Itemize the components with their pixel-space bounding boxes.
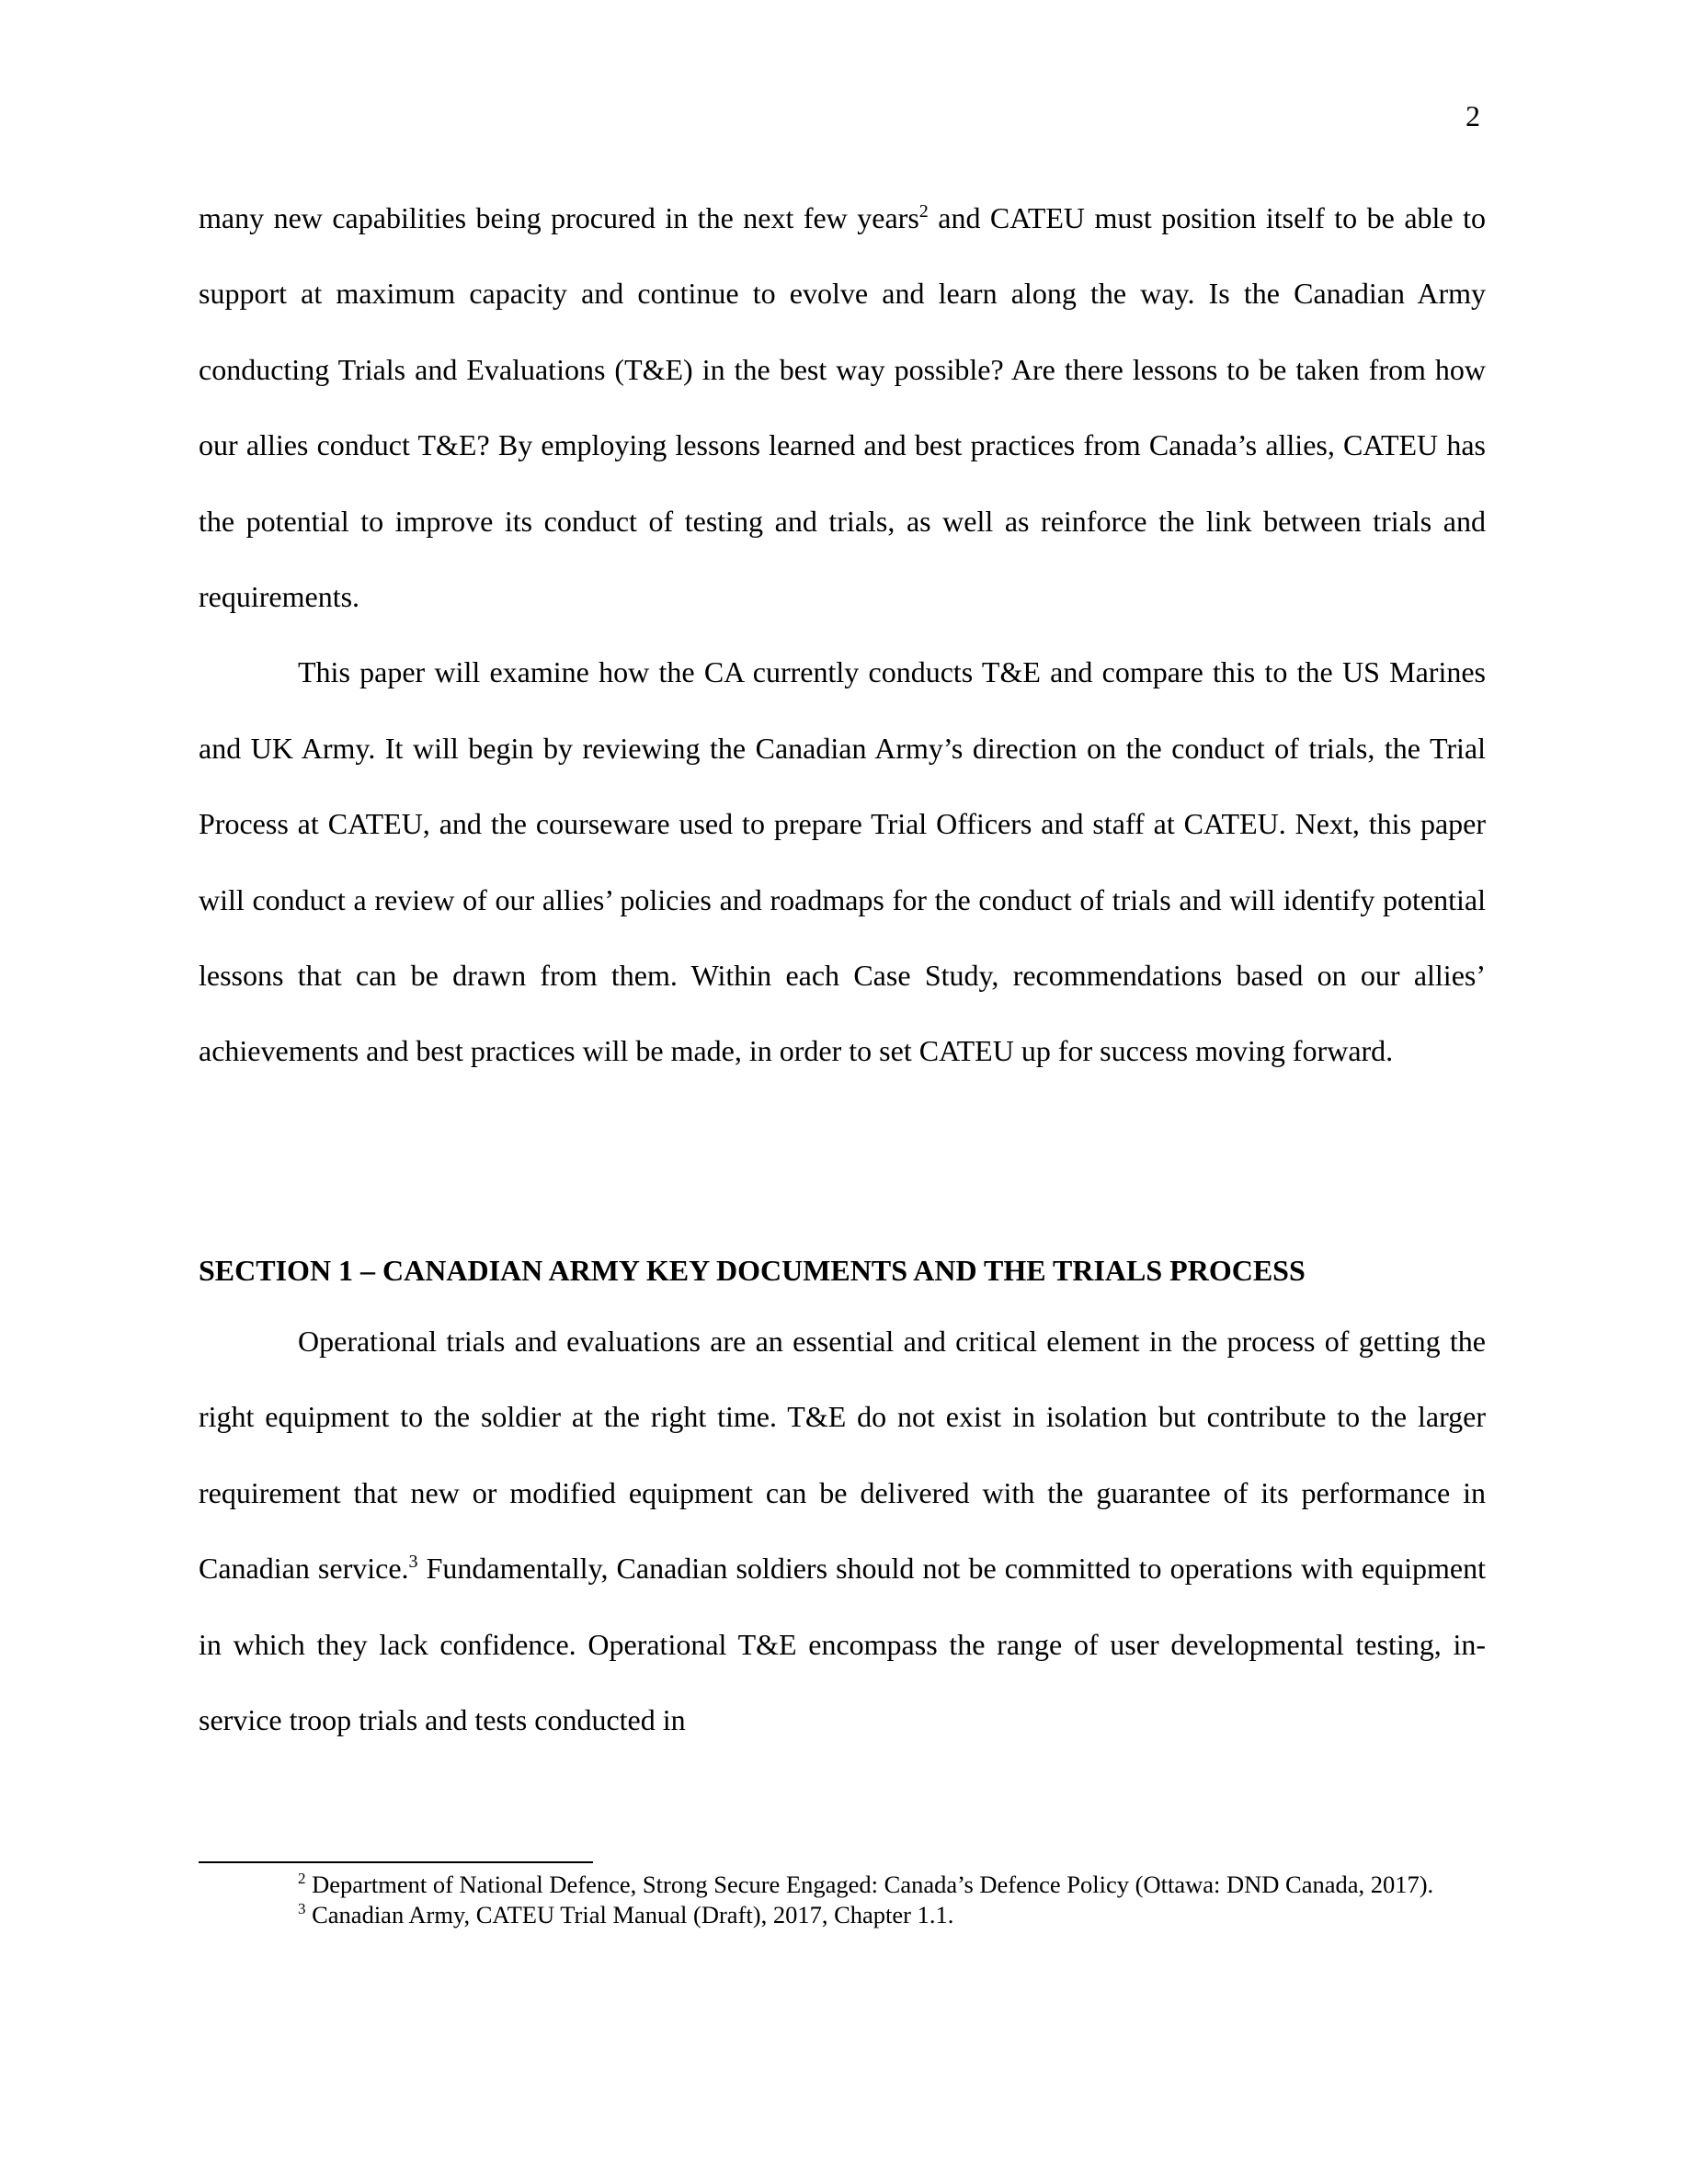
paragraph-overview: This paper will examine how the CA currently conducts T&E and compare this to the US Marines and UK Army. It will begin by reviewing the Canadian Army’s direction on the conduct of trials, the Trial Process at CATEU, and the courseware used to prepare Trial Officers and staff at CATEU. Next, this paper will conduct a review of our allies’ policies and roadmaps for the conduct of trials and will identify potential lessons that can be drawn from them. Within each Case Study, recommendations based on our allies’ achievements and best practices will be made, in order to set CATEU up for success moving forward. — [199, 655, 1486, 1068]
section-heading: SECTION 1 – CANADIAN ARMY KEY DOCUMENTS AND THE TRIALS PROCESS — [199, 1254, 1306, 1287]
footnotes — [199, 1870, 1486, 1930]
footnote-text: Department of National Defence, Strong Secure Engaged: Canada’s Defence Policy (Ottawa: DND Canada, 2017). — [305, 1871, 1434, 1898]
section-text — [199, 1303, 1486, 1757]
footnote-text: Canadian Army, CATEU Trial Manual (Draft), 2017, Chapter 1.1. — [305, 1901, 954, 1928]
paragraph-section-1 — [199, 1303, 1486, 1757]
footnote-ref-2: 2 — [918, 201, 929, 222]
paragraph-text: Operational trials and evaluations are an essential and critical element in the process of getting the right equipment to the soldier at the right time. T&E do not exist in isolation but contribute to the larger requirement that new or modified equipment can be delivered with the guarantee of its performance in Canadian service. — [199, 1325, 1486, 1586]
paragraph-text: many new capabilities being procured in the next few years — [199, 201, 919, 234]
page-number: 2 — [1466, 99, 1480, 132]
footnote-ref-3: 3 — [408, 1552, 418, 1573]
intro-text — [199, 180, 1486, 1089]
paragraph-continued — [199, 180, 1486, 634]
footnote-number: 2 — [298, 1870, 306, 1887]
paragraph-text: and CATEU must position itself to be able to support at maximum capacity and continue to evolve and learn along the way. Is the Canadian Army conducting Trials and Evaluations (T&E) in the best way possible? Are there lessons to be taken from how our allies conduct T&E? By employing lessons learned and best practices from Canada’s allies, CATEU has the potential to improve its conduct of testing and trials, as well as reinforce the link between trials and requirements. — [199, 201, 1486, 614]
footnote-divider — [199, 1861, 593, 1863]
footnote-3 — [199, 1900, 1486, 1930]
footnote-2 — [199, 1870, 1486, 1900]
footnote-number: 3 — [298, 1900, 306, 1917]
paragraph-text: Fundamentally, Canadian soldiers should not be committed to operations with equipment in which they lack confidence. Operational T&E encompass the range of user developmental testing, in-service troop trials and tests conducted in — [199, 1552, 1487, 1737]
